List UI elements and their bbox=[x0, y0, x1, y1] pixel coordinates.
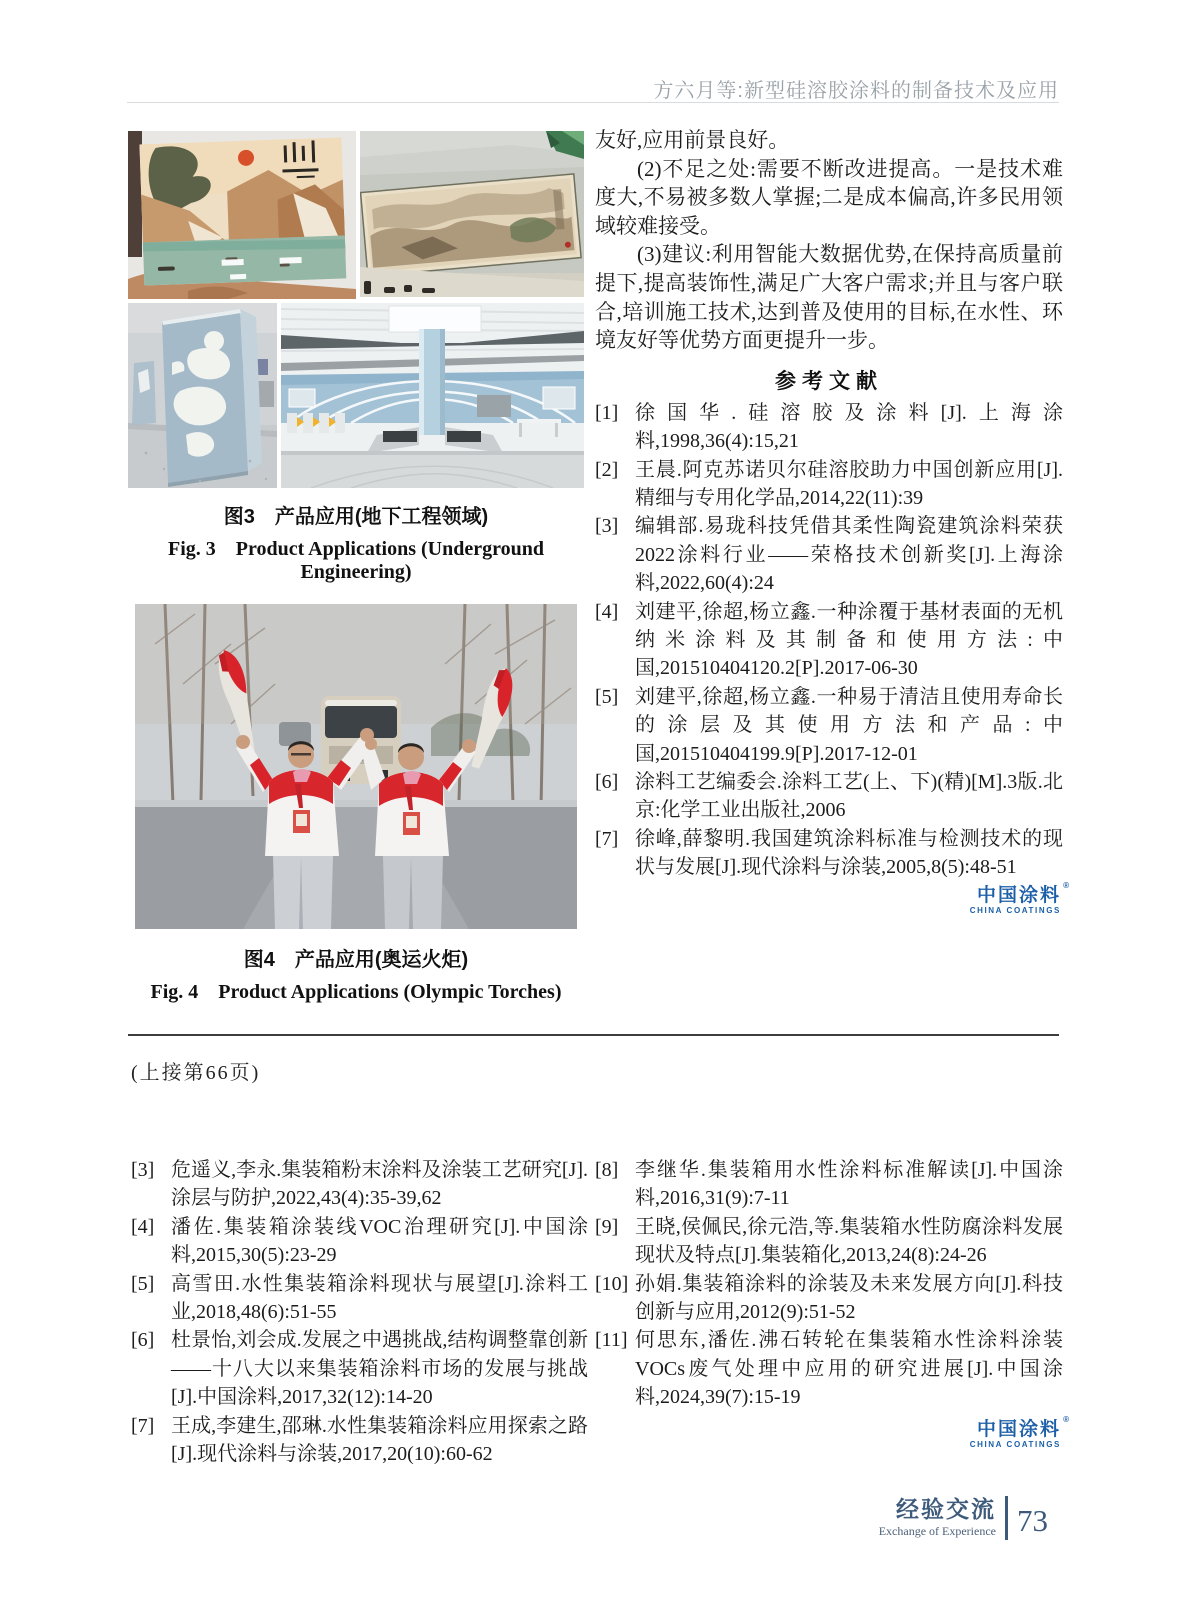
conclusion-paragraph: (2)不足之处:需要不断改进提高。一是技术难度大,不易被多数人掌握;二是成本偏高,许多民用领域较难接受。 bbox=[595, 156, 1063, 238]
figure4-caption-en: Fig. 4 Product Applications (Olympic Torches) bbox=[150, 981, 562, 1003]
reference-text: 何思东,潘佐.沸石转轮在集装箱水性涂料涂装VOCs废气处理中应用的研究进展[J].中国涂料,2024,39(7):15-19 bbox=[635, 1329, 1063, 1409]
running-header: 方六月等:新型硅溶胶涂料的制备技术及应用 bbox=[653, 80, 1059, 102]
reference-label: [8] bbox=[595, 1159, 619, 1181]
reference-item bbox=[595, 768, 1063, 825]
continuation-note: (上接第66页) bbox=[131, 1062, 261, 1084]
reference-item bbox=[595, 1156, 1063, 1213]
reference-item bbox=[595, 456, 1063, 513]
reference-text: 杜景怡,刘会成.发展之中遇挑战,结构调整靠创新——十八大以来集装箱涂料市场的发展与挑战[J].中国涂料,2017,32(12):14-20 bbox=[171, 1329, 588, 1409]
figure3-photo-station-pillar bbox=[128, 303, 277, 488]
footer-section bbox=[879, 1497, 996, 1538]
reference-label: [9] bbox=[595, 1215, 619, 1238]
reference-item bbox=[595, 1270, 1063, 1327]
reference-label: [11] bbox=[595, 1329, 628, 1352]
reference-text: 涂料工艺编委会.涂料工艺(上、下)(精)[M].3版.北京:化学工业出版社,2006 bbox=[635, 771, 1063, 822]
reference-text: 李继华.集装箱用水性涂料标准解读[J].中国涂料,2016,31(9):7-11 bbox=[635, 1159, 1063, 1210]
reference-label: [7] bbox=[131, 1414, 155, 1437]
reference-text: 编辑部.易珑科技凭借其柔性陶瓷建筑涂料荣获2022涂料行业——荣格技术创新奖[J].上海涂料,2022,60(4):24 bbox=[635, 515, 1063, 595]
page-footer bbox=[879, 1496, 1048, 1540]
reference-label: [4] bbox=[131, 1215, 155, 1238]
reference-item bbox=[131, 1270, 588, 1327]
reference-item bbox=[131, 1412, 588, 1469]
reference-text: 孙娟.集装箱涂料的涂装及未来发展方向[J].科技创新与应用,2012(9):51-52 bbox=[635, 1272, 1063, 1324]
reference-item bbox=[131, 1326, 588, 1411]
china-coatings-logo bbox=[595, 1414, 1069, 1449]
figure4-caption-zh: 图4 产品应用(奥运火炬) bbox=[243, 949, 469, 971]
continued-references-left bbox=[131, 1156, 588, 1468]
figure3-caption-zh: 图3 产品应用(地下工程领域) bbox=[223, 506, 489, 528]
reference-text: 刘建平,徐超,杨立鑫.一种易于清洁且使用寿命长的涂层及其使用方法和产品:中国,201510404199.9[P].2017-12-01 bbox=[635, 685, 1063, 765]
china-coatings-logo bbox=[595, 880, 1069, 915]
figure3-image-grid bbox=[128, 131, 584, 488]
reference-text: 危遥义,李永.集装箱粉末涂料及涂装工艺研究[J].涂层与防护,2022,43(4):35-39,62 bbox=[171, 1159, 588, 1210]
continued-references-right bbox=[595, 1156, 1069, 1449]
footer-section-en: Exchange of Experience bbox=[878, 1523, 996, 1538]
reference-text: 王晨.阿克苏诺贝尔硅溶胶助力中国创新应用[J].精细与专用化学品,2014,22(11):39 bbox=[635, 458, 1063, 509]
reference-label: [2] bbox=[595, 458, 619, 481]
reference-label: [7] bbox=[595, 827, 619, 850]
reference-text: 潘佐.集装箱涂装线VOC治理研究[J].中国涂料,2015,30(5):23-29 bbox=[171, 1215, 588, 1267]
reference-label: [1] bbox=[595, 401, 619, 424]
reference-item bbox=[595, 825, 1063, 882]
reference-label: [4] bbox=[595, 600, 619, 623]
reference-item bbox=[595, 683, 1063, 768]
reference-text: 王晓,侯佩民,徐元浩,等.集装箱水性防腐涂料发展现状及特点[J].集装箱化,2013,24(8):24-26 bbox=[635, 1215, 1063, 1267]
reference-item bbox=[595, 598, 1063, 683]
references-list bbox=[595, 1156, 1063, 1412]
reference-label: [5] bbox=[595, 685, 619, 708]
figure3-photo-station-hall bbox=[281, 303, 584, 488]
trademark-mark: ® bbox=[1063, 1414, 1069, 1424]
footer-divider-bar bbox=[1005, 1496, 1008, 1540]
figure4-photo-torchbearers bbox=[135, 604, 577, 929]
reference-label: [5] bbox=[131, 1272, 155, 1295]
reference-label: [10] bbox=[595, 1272, 629, 1295]
reference-text: 王成,李建生,邵琳.水性集装箱涂料应用探索之路[J].现代涂料与涂装,2017,20(10):60-62 bbox=[171, 1414, 588, 1466]
header-rule bbox=[127, 102, 1059, 103]
china-coatings-logo-zh: 中国涂料 ® bbox=[976, 880, 1069, 906]
left-column bbox=[128, 131, 584, 1004]
reference-label: [6] bbox=[595, 771, 619, 794]
reference-label: [3] bbox=[131, 1159, 155, 1181]
reference-item bbox=[131, 1213, 588, 1270]
reference-label: [6] bbox=[131, 1329, 155, 1352]
china-coatings-logo-en: CHINA COATINGS bbox=[969, 1439, 1061, 1449]
page-number: 73 bbox=[1017, 1503, 1048, 1538]
references-heading: 参考文献 bbox=[775, 369, 883, 393]
footer-section-zh: 经验交流 bbox=[896, 1496, 996, 1523]
trademark-mark: ® bbox=[1063, 880, 1069, 890]
references-list bbox=[595, 399, 1063, 882]
figure3-caption-en: Fig. 3 Product Applications (Underground Engineering) bbox=[168, 538, 544, 583]
figure3-photo-scroll-painting bbox=[360, 131, 584, 297]
reference-text: 刘建平,徐超,杨立鑫.一种涂覆于基材表面的无机纳米涂料及其制备和使用方法:中国,201510404120.2[P].2017-06-30 bbox=[635, 600, 1063, 680]
china-coatings-logo-zh: 中国涂料 ® bbox=[976, 1414, 1069, 1440]
reference-text: 徐峰,薛黎明.我国建筑涂料标准与检测技术的现状与发展[J].现代涂料与涂装,2005,8(5):48-51 bbox=[635, 827, 1063, 879]
reference-text: 高雪田.水性集装箱涂料现状与展望[J].涂料工业,2018,48(6):51-55 bbox=[171, 1272, 588, 1324]
reference-item bbox=[595, 1326, 1063, 1411]
figure4-image bbox=[135, 604, 577, 929]
reference-item bbox=[595, 1213, 1063, 1270]
china-coatings-logo-en: CHINA COATINGS bbox=[969, 905, 1061, 915]
right-column bbox=[595, 126, 1069, 915]
reference-text: 徐国华.硅溶胶及涂料[J].上海涂料,1998,36(4):15,21 bbox=[635, 401, 1063, 453]
reference-item bbox=[595, 399, 1063, 456]
references-list bbox=[131, 1156, 588, 1468]
conclusion-paragraph: (3)建议:利用智能大数据优势,在保持高质量前提下,提高装饰性,满足广大客户需求;并且与客户联合,培训施工技术,达到普及使用的目标,在水性、环境友好等优势方面更提升一步。 bbox=[595, 242, 1063, 353]
reference-label: [3] bbox=[595, 515, 619, 538]
figure3-photo-landscape-painting bbox=[128, 131, 356, 299]
section-divider-rule bbox=[128, 1034, 1059, 1036]
reference-item bbox=[131, 1156, 588, 1213]
conclusion-paragraph: 友好,应用前景良好。 bbox=[595, 128, 790, 152]
reference-item bbox=[595, 512, 1063, 597]
